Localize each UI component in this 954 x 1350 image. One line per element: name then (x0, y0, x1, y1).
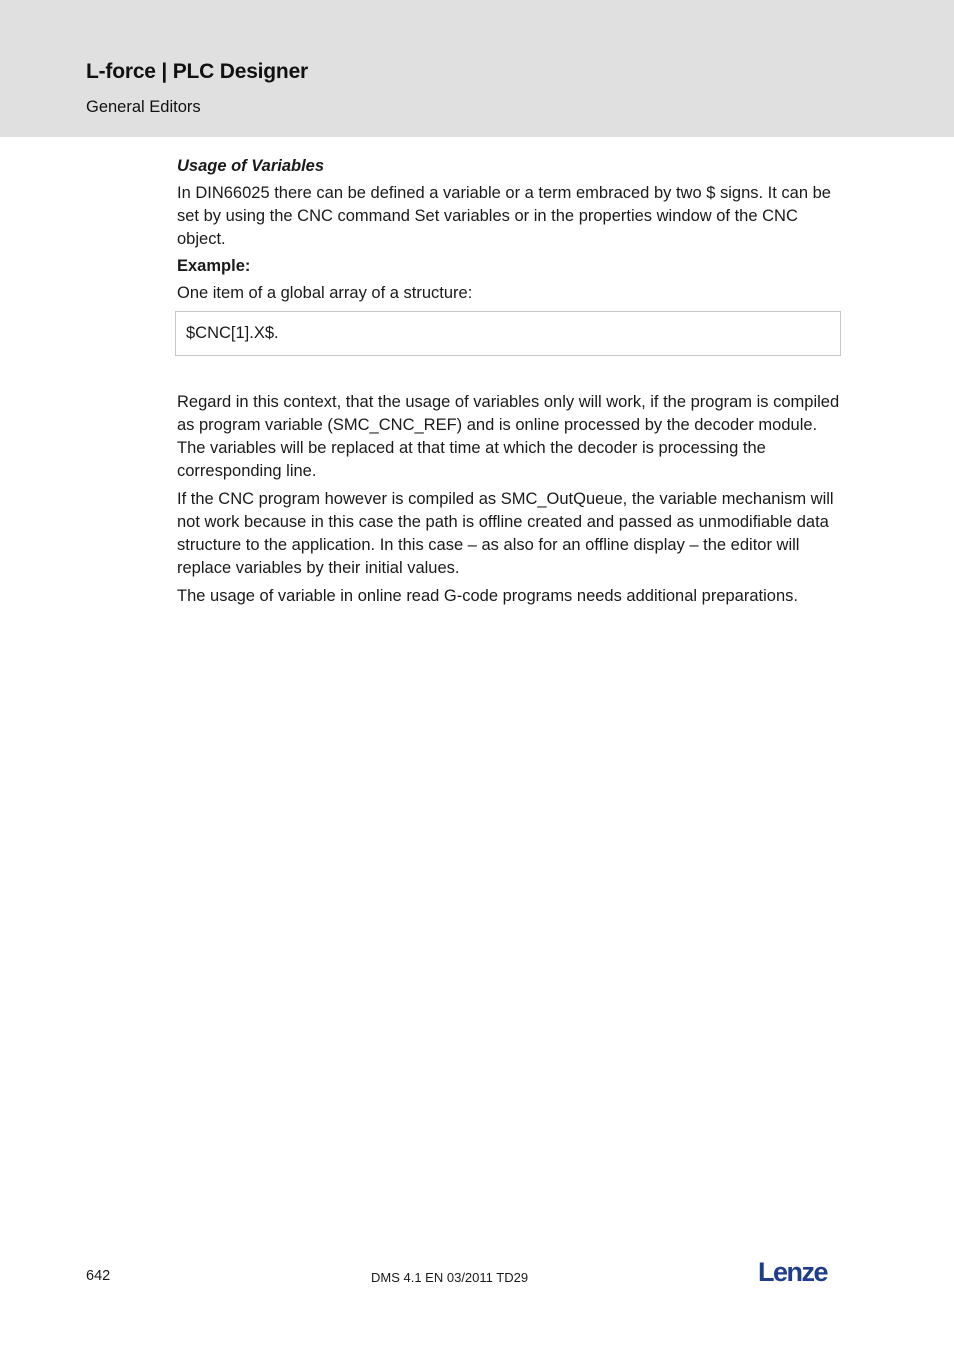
intro-paragraph: In DIN66025 there can be defined a variable or a term embraced by two $ signs. It can be set by using the CNC command Set variables or in the properties window of the CNC object. (177, 184, 831, 248)
code-example: $CNC[1].X$. (186, 324, 279, 342)
lenze-logo (758, 1258, 838, 1286)
chapter-subtitle: General Editors (86, 98, 201, 116)
header-band (0, 0, 954, 137)
document-title: L-force | PLC Designer (86, 60, 309, 83)
example-intro: One item of a global array of a structure: (177, 284, 473, 302)
document-id: DMS 4.1 EN 03/2011 TD29 (371, 1270, 529, 1285)
paragraph-gcode: The usage of variable in online read G-code programs needs additional preparations. (177, 587, 798, 605)
example-label: Example: (177, 257, 251, 275)
code-example-box (175, 311, 841, 356)
svg-text:Lenze: Lenze (758, 1258, 828, 1286)
page-number: 642 (86, 1268, 111, 1284)
main-content (177, 155, 847, 309)
paragraph-online-processing: Regard in this context, that the usage of variables only will work, if the program is compiled as program variable (SMC_CNC_REF) and is online processed by the decoder module. The variables will be replaced at that time at which the decoder is processing the corresponding line. (177, 393, 840, 480)
body-paragraphs (177, 391, 847, 613)
paragraph-outqueue: If the CNC program however is compiled as SMC_OutQueue, the variable mechanism will not work because in this case the path is offline created and passed as unmodifiable data structure to the application. In this case – as also for an offline display – the editor will replace variables by their initial values. (177, 490, 834, 577)
section-heading: Usage of Variables (177, 157, 325, 175)
